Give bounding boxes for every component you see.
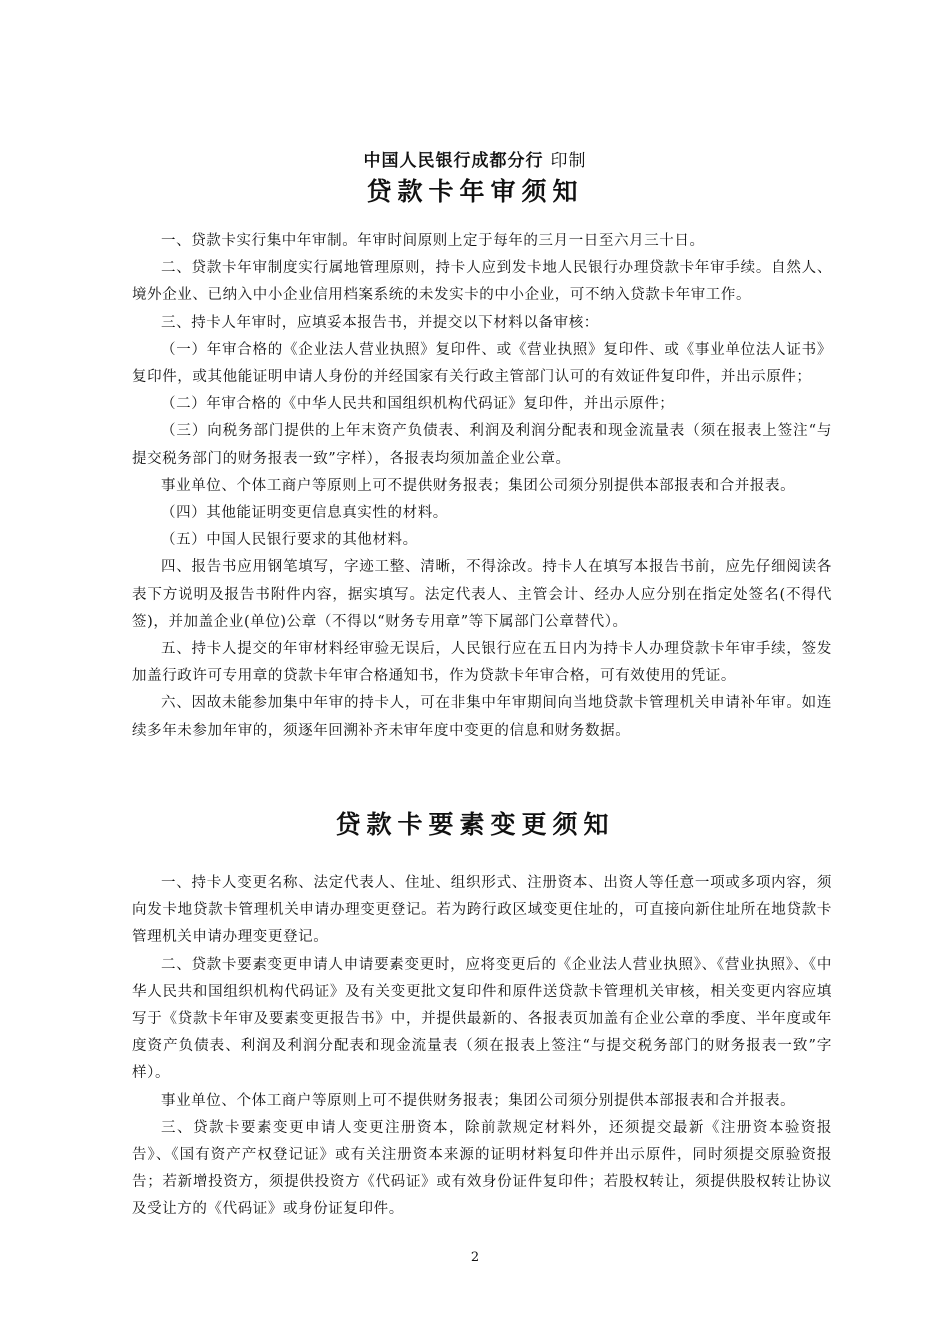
issuer-name: 中国人民银行成都分行: [363, 151, 544, 171]
paragraph: 二、贷款卡年审制度实行属地管理原则，持卡人应到发卡地人民银行办理贷款卡年审手续。自然人、境外企业、已纳入中小企业信用档案系统的未发实卡的中小企业，可不纳入贷款卡年审工作。: [132, 260, 832, 304]
page-number: 2: [470, 1250, 480, 1265]
paragraph: 三、贷款卡要素变更申请人变更注册资本，除前款规定材料外，还须提交最新《注册资本验资报告》、《国有资产产权登记证》或有关注册资本来源的证明材料复印件并出示原件，同时须提交原验资报告；若新增投资方，须提供投资方《代码证》或有效身份证件复印件；若股权转让，须提供股权转让协议及受让方的《代码证》或身份证复印件。: [132, 1119, 832, 1218]
paragraph: 六、因故未能参加集中年审的持卡人，可在非集中年审期间向当地贷款卡管理机关申请补年审。如连续多年未参加年审的，须逐年回溯补齐未审年度中变更的信息和财务数据。: [132, 695, 832, 739]
issuer-line: [0, 146, 950, 171]
paragraph: （一）年审合格的《企业法人营业执照》复印件、或《营业执照》复印件、或《事业单位法人证书》复印件，或其他能证明申请人身份的并经国家有关行政主管部门认可的有效证件复印件，并出示原件；: [132, 341, 832, 386]
section-body-annual-review: [132, 228, 832, 745]
paragraph: 一、贷款卡实行集中年审制。年审时间原则上定于每年的三月一日至六月三十日。: [161, 233, 705, 249]
issuer-suffix: 印制: [550, 151, 587, 171]
paragraph: 二、贷款卡要素变更申请人申请要素变更时，应将变更后的《企业法人营业执照》、《营业执照》、《中华人民共和国组织机构代码证》及有关变更批文复印件和原件送贷款卡管理机关审核，相关变更内容应填写于《贷款卡年审及要素变更报告书》中，并提供最新的、各报表页加盖有企业公章的季度、半年度或年度资产负债表、利润及利润分配表和现金流量表（须在报表上签注“与提交税务部门的财务报表一致”字样）。: [132, 956, 832, 1082]
paragraph: （四）其他能证明变更信息真实性的材料。: [161, 505, 448, 522]
paragraph: 四、报告书应用钢笔填写，字迹工整、清晰，不得涂改。持卡人在填写本报告书前，应先仔细阅读各表下方说明及报告书附件内容，据实填写。法定代表人、主管会计、经办人应分别在指定处签名(不得代签)，并加盖企业(单位)公章（不得以“财务专用章”等下属部门公章替代）。: [132, 559, 832, 630]
paragraph: （二）年审合格的《中华人民共和国组织机构代码证》复印件，并出示原件；: [161, 396, 675, 413]
paragraph: 五、持卡人提交的年审材料经审验无误后，人民银行应在五日内为持卡人办理贷款卡年审手续，签发加盖行政许可专用章的贷款卡年审合格通知书，作为贷款卡年审合格，可有效使用的凭证。: [132, 641, 832, 685]
paragraph: 事业单位、个体工商户等原则上可不提供财务报表；集团公司须分别提供本部报表和合并报表。: [161, 477, 796, 494]
paragraph: 事业单位、个体工商户等原则上可不提供财务报表；集团公司须分别提供本部报表和合并报表。: [161, 1092, 796, 1109]
paragraph: 三、持卡人年审时，应填妥本报告书，并提交以下材料以备审核：: [161, 314, 599, 331]
paragraph: 一、持卡人变更名称、法定代表人、住址、组织形式、注册资本、出资人等任意一项或多项内容，须向发卡地贷款卡管理机关申请办理变更登记。若为跨行政区域变更住址的，可直接向新住址所在地贷款卡管理机关申请办理变更登记。: [132, 875, 832, 946]
section-body-element-change: [132, 870, 832, 1224]
section-title-annual-review: 贷款卡年审须知: [366, 177, 584, 206]
section-title-element-change: 贷款卡要素变更须知: [335, 810, 615, 839]
paragraph: （三）向税务部门提供的上年末资产负债表、利润及利润分配表和现金流量表（须在报表上签注“与提交税务部门的财务报表一致”字样），各报表均须加盖企业公章。: [132, 423, 832, 467]
paragraph: （五）中国人民银行要求的其他材料。: [161, 532, 418, 549]
